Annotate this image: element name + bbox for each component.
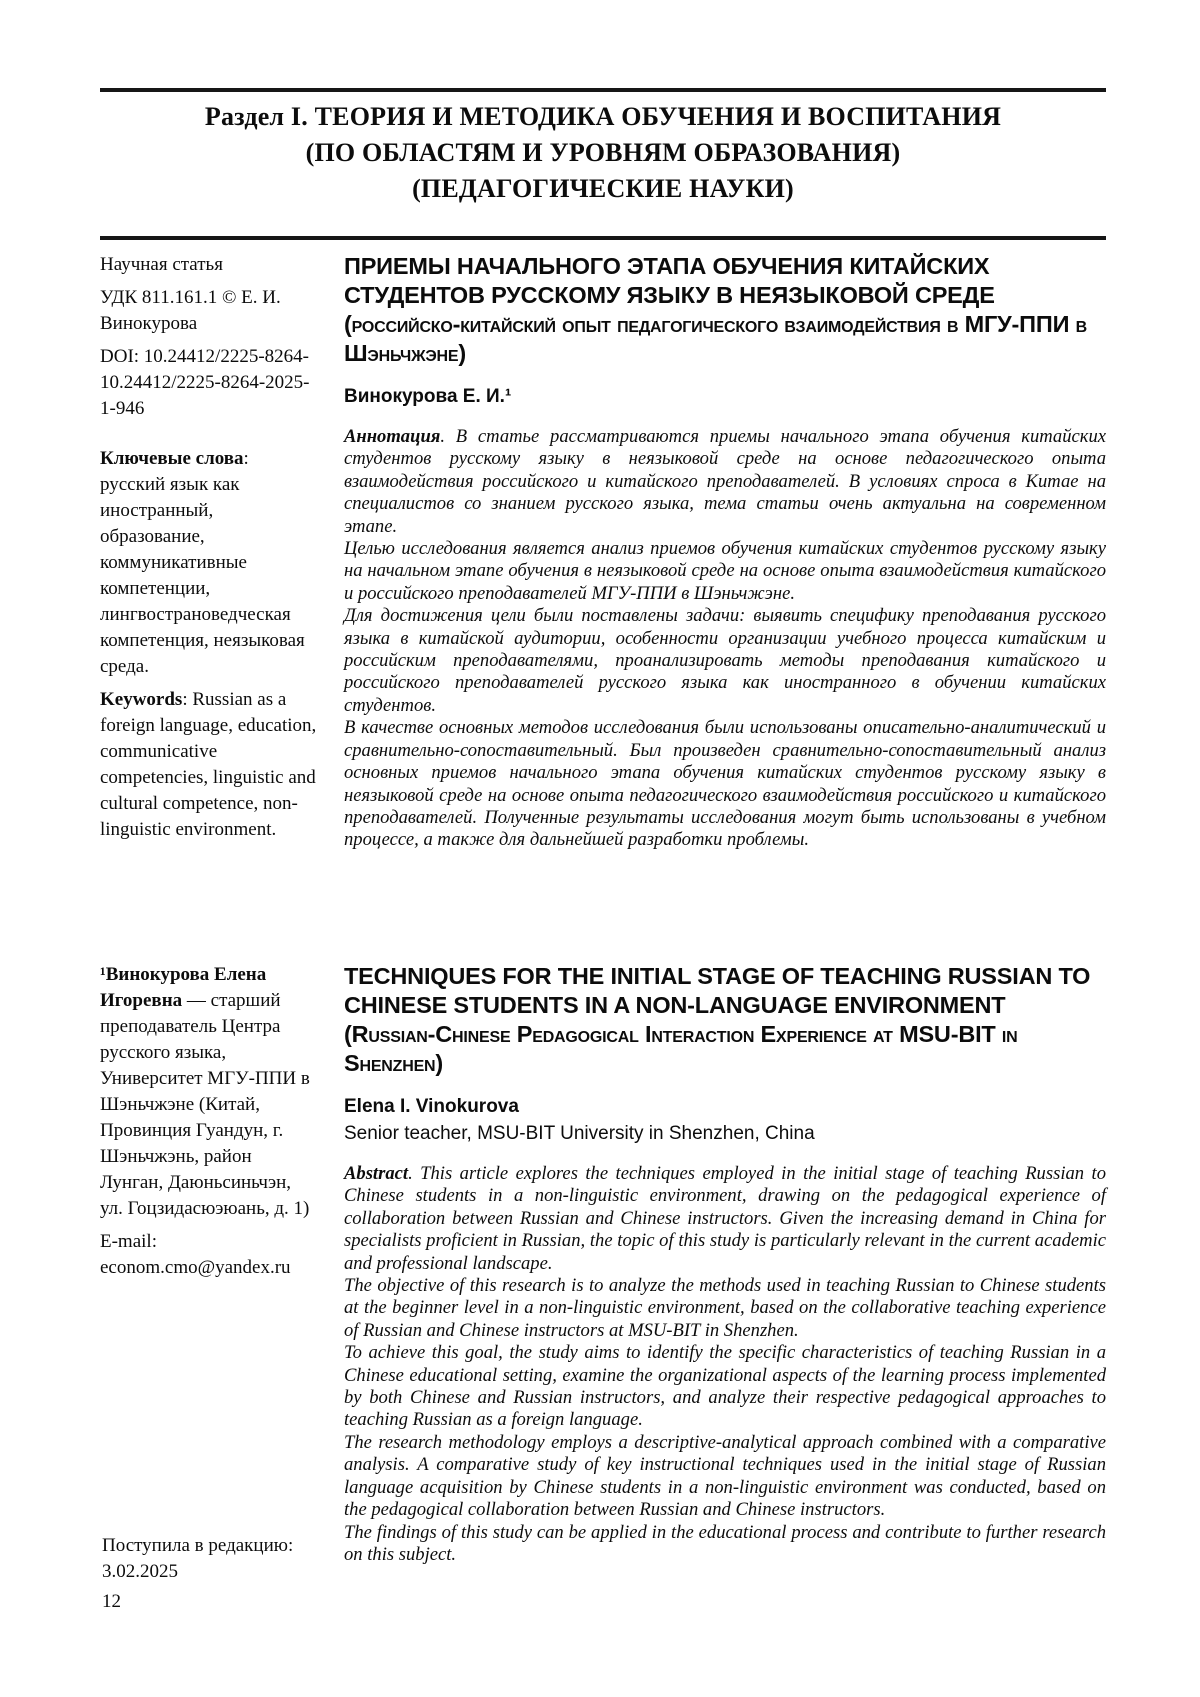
abstract-ru-p3: Для достижения цели были поставлены задачи: выявить специфику преподавания русского языка в китайской аудитории, особенности организации учебного процесса китайским и российским преподавателями, проанализировать методы преподавания китайского и российского преподавателей русского языка как иностранного в обучении китайских студентов.: [344, 605, 1106, 716]
doi-line: DOI: 10.24412/2225-8264-10.24412/2225-8264-2025-1-946: [100, 346, 310, 419]
article-title-ru-main: ПРИЕМЫ НАЧАЛЬНОГО ЭТАПА ОБУЧЕНИЯ КИТАЙСКИХ СТУДЕНТОВ РУССКОМУ ЯЗЫКУ В НЕЯЗЫКОВОЙ СРЕДЕ: [344, 253, 995, 308]
abstract-en-label: Abstract: [344, 1163, 409, 1184]
keywords-ru: [100, 446, 318, 680]
keywords-ru-text: : русский язык как иностранный, образование, коммуникативные компетенции, лингвострановедческая компетенция, неязыковая среда.: [100, 448, 305, 677]
abstract-ru-p1-text: . В статье рассматриваются приемы начального этапа обучения китайских студентов русскому языку в неязыковой среде на основе педагогического опыта взаимодействия российского и китайского преподавателей. В условиях спроса в Китае на специалистов со знанием русского языка, тема статьи очень актуальна на современном этапе.: [344, 426, 1106, 537]
footnote-column: [100, 962, 318, 1566]
abstract-en-p3: To achieve this goal, the study aims to identify the specific characteristics of teaching Russian in a Chinese educational setting, examine the organizational aspects of the learning process implemented by both Chinese and Russian instructors, and analyze their respective pedagogical approaches to teaching Russian as a foreign language.: [344, 1342, 1106, 1431]
article-type: Научная статья: [100, 254, 223, 275]
keywords-en: [100, 687, 318, 843]
article-title-en-main: TECHNIQUES FOR THE INITIAL STAGE OF TEACHING RUSSIAN TO CHINESE STUDENTS IN A NON-LANGUAGE ENVIRONMENT: [344, 963, 1091, 1018]
article-title-en: [344, 962, 1106, 1078]
abstract-ru-label: Аннотация: [344, 426, 441, 447]
keywords-en-text: : Russian as a foreign language, education, communicative competencies, linguistic and cultural competence, non-linguistic environment.: [100, 689, 317, 840]
section-header: [100, 99, 1106, 207]
keywords-en-label: Keywords: [100, 689, 183, 710]
author-footnote-name: ¹Винокурова Елена Игоревна: [100, 964, 267, 1011]
author-en: Elena I. Vinokurova: [344, 1096, 519, 1117]
abstract-ru: [344, 426, 1106, 852]
author-footnote-text: — старший преподаватель Центра русского языка, Университет МГУ-ППИ в Шэньчжэне (Китай, Провинция Гуандун, г. Шэньчжэнь, район Лунган, Даюньсиньчэн, ул. Гоцзидасюэюань, д. 1): [100, 990, 310, 1219]
received-block: [102, 1533, 332, 1585]
received-label: Поступила в редакцию:: [102, 1535, 294, 1556]
abstract-ru-p4: В качестве основных методов исследования были использованы описательно-аналитический и сравнительно-сопоставительный. Был произведен сравнительно-сопоставительный анализ основных приемов начального этапа обучения китайских студентов русскому языку в неязыковой среде на основе опыта педагогического взаимодействия российского и китайского преподавателей. Полученные результаты исследования могут быть использованы в учебном процессе, а также для дальнейшей разработки проблемы.: [344, 717, 1106, 851]
udc-line: УДК 811.161.1 © Е. И. Винокурова: [100, 287, 281, 334]
section-header-line1: Раздел I. ТЕОРИЯ И МЕТОДИКА ОБУЧЕНИЯ И ВОСПИТАНИЯ: [204, 102, 1002, 131]
russian-section: [100, 252, 1106, 852]
author-ru: Винокурова Е. И.¹: [344, 386, 512, 407]
section-header-line3: (ПЕДАГОГИЧЕСКИЕ НАУКИ): [412, 174, 794, 203]
author-footnote: [100, 962, 318, 1222]
abstract-en-p4: The research methodology employs a descriptive-analytical approach combined with a comparative analysis. A comparative study of key instructional techniques used in the initial stage of Russian language acquisition by Chinese students in a non-linguistic environment was conducted, based on the pedagogical collaboration between Russian and Chinese instructors.: [344, 1431, 1106, 1521]
header-divider: [100, 236, 1106, 240]
abstract-en: [344, 1163, 1106, 1566]
article-title-ru-sub: (российско-китайский опыт педагогического взаимодействия в МГУ-ППИ в Шэньчжэне): [344, 311, 1087, 366]
affiliation-en: Senior teacher, MSU-BIT University in Shenzhen, China: [344, 1123, 815, 1144]
section-header-line2: (ПО ОБЛАСТЯМ И УРОВНЯМ ОБРАЗОВАНИЯ): [305, 138, 901, 167]
abstract-en-p1-text: . This article explores the techniques employed in the initial stage of teaching Russian to Chinese students in a non-linguistic environment, drawing on the pedagogical experience of collaboration between Russian and Chinese instructors. Given the increasing demand in China for specialists proficient in Russian, the topic of this study is particularly relevant in the current academic and professional landscape.: [344, 1163, 1106, 1274]
article-title-en-sub: (Russian-Chinese Pedagogical Interaction Experience at MSU-BIT in Shenzhen): [344, 1021, 1018, 1076]
english-section: [100, 962, 1106, 1566]
page-number: 12: [102, 1591, 121, 1612]
abstract-ru-p1: [344, 426, 1106, 538]
top-divider: [100, 88, 1106, 92]
abstract-ru-p2: Целью исследования является анализ приемов обучения китайских студентов русскому языку на начальном этапе обучения в неязыковой среде на основе опыта взаимодействия китайского и российского преподавателей МГУ-ППИ в Шэньчжэне.: [344, 538, 1106, 604]
article-title-ru: [344, 252, 1106, 368]
abstract-en-p1: [344, 1163, 1106, 1275]
article-ru-column: [344, 252, 1106, 852]
abstract-en-p2: The objective of this research is to analyze the methods used in teaching Russian to Chinese students at the beginner level in a non-linguistic environment, based on the collaborative teaching experience of Russian and Chinese instructors at MSU-BIT in Shenzhen.: [344, 1275, 1106, 1341]
received-date: 3.02.2025: [102, 1561, 178, 1582]
meta-column: [100, 252, 318, 852]
keywords-ru-label: Ключевые слова: [100, 448, 244, 469]
abstract-en-p5: The findings of this study can be applied in the educational process and contribute to further research on this subject.: [344, 1521, 1106, 1565]
author-email: E-mail: econom.cmo@yandex.ru: [100, 1231, 291, 1278]
article-en-column: [344, 962, 1106, 1566]
